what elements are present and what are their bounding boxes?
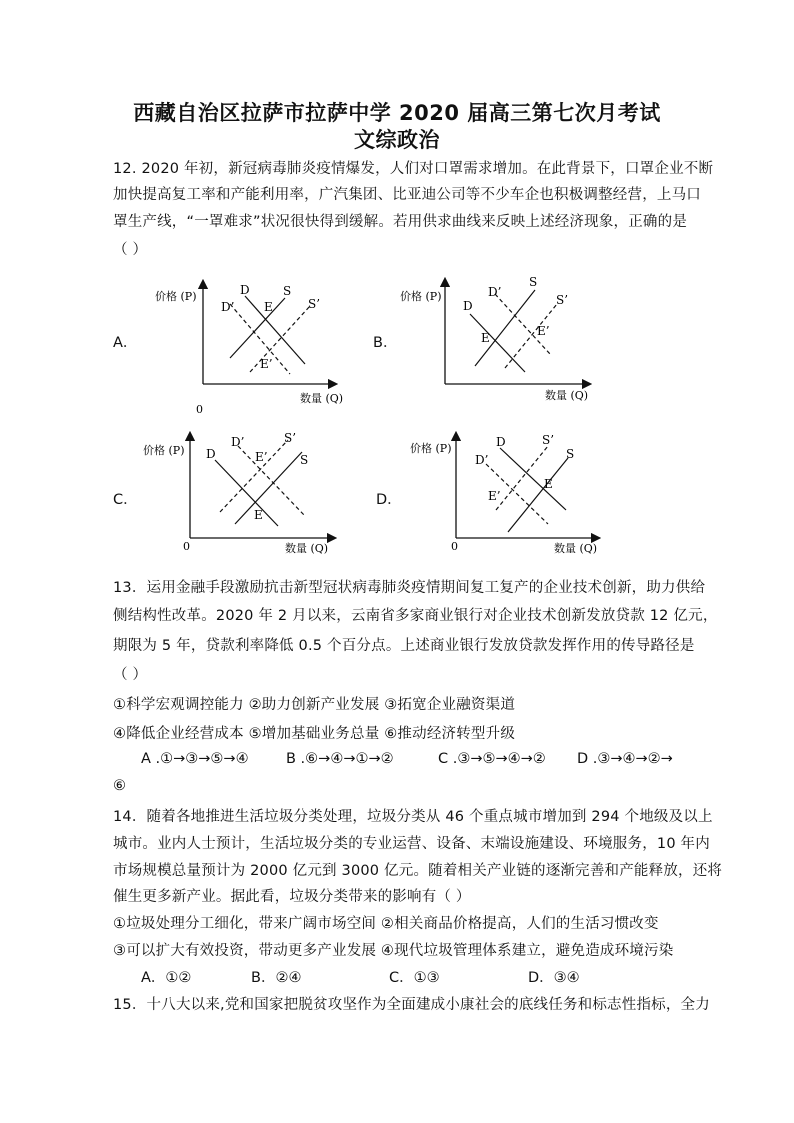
y-axis-label: 价格 (P) <box>410 442 452 455</box>
demand-curve-prime <box>238 446 305 516</box>
q12-option-c-label: C． <box>113 492 138 508</box>
q13-option-a[interactable]: A .①→③→⑤→④ <box>141 751 249 767</box>
q14-option-a[interactable]: A．①② <box>141 970 192 986</box>
chart-b <box>395 272 595 412</box>
label-d: D <box>496 435 506 449</box>
q12-line: 罩生产线，“一罩难求”状况很快得到缓解。若用供求曲线来反映上述经济现象，正确的是 <box>113 214 688 230</box>
label-s-prime: S’ <box>556 293 569 307</box>
q12-line: （ ） <box>113 242 148 258</box>
label-e: E <box>544 477 553 491</box>
q12-line: 12. 2020 年初，新冠病毒肺炎疫情爆发，人们对口罩需求增加。在此背景下，口罩企业不断 <box>113 161 714 177</box>
q13-option-c[interactable]: C .③→⑤→④→② <box>438 751 546 767</box>
q13-option-b[interactable]: B .⑥→④→①→② <box>286 751 394 767</box>
page-title: 西藏自治区拉萨市拉萨中学 2020 届高三第七次月考试 <box>133 101 661 125</box>
label-s-prime: S’ <box>284 431 297 445</box>
demand-curve <box>245 296 305 364</box>
origin-label: 0 <box>451 540 458 553</box>
q12-line: 加快提高复工率和产能利用率，广汽集团、比亚迪公司等不少车企也积极调整经营，上马口 <box>113 187 701 203</box>
label-e-prime: E’ <box>537 324 550 338</box>
q13-option-d[interactable]: D .③→④→②→ <box>577 751 673 767</box>
label-s: S <box>529 275 538 289</box>
label-d-prime: D’ <box>221 300 235 314</box>
label-e-prime: E’ <box>255 450 268 464</box>
demand-curve <box>215 460 278 526</box>
chart-c <box>140 428 340 563</box>
q14-line: 市场规模总量预计为 2000 亿元到 3000 亿元。随着相关产业链的逐渐完善和产能释放，还将 <box>113 863 723 879</box>
x-axis-label: 数量 (Q) <box>300 392 344 405</box>
demand-curve <box>470 314 525 372</box>
supply-curve-prime <box>496 446 548 510</box>
label-e: E <box>254 508 263 522</box>
label-s: S <box>283 284 292 298</box>
label-e-prime: E’ <box>488 489 501 503</box>
q13-choices-line: ①科学宏观调控能力 ②助力创新产业发展 ③拓宽企业融资渠道 <box>113 697 516 713</box>
q13-line: 侧结构性改革。2020 年 2 月以来，云南省多家商业银行对企业技术创新发放贷款 12 亿元， <box>113 608 718 624</box>
x-axis-label: 数量 (Q) <box>285 542 329 555</box>
q14-choices-line: ①垃圾处理分工细化，带来广阔市场空间 ②相关商品价格提高，人们的生活习惯改变 <box>113 916 659 932</box>
supply-curve-prime <box>250 306 310 372</box>
q12-option-a-label: A． <box>113 335 138 351</box>
supply-curve <box>235 452 302 524</box>
x-axis-label: 数量 (Q) <box>545 389 589 402</box>
chart-a <box>145 276 344 416</box>
q12-option-d-label: D． <box>376 492 402 508</box>
y-axis-label: 价格 (P) <box>143 444 185 457</box>
label-s: S <box>566 447 575 461</box>
q13-line: 期限为 5 年，贷款利率降低 0.5 个百分点。上述商业银行发放贷款发挥作用的传导路径是 <box>113 638 695 654</box>
q13-line: （ ） <box>113 667 148 683</box>
label-e: E <box>264 300 273 314</box>
q12-option-b-label: B． <box>373 335 398 351</box>
label-d: D <box>240 283 250 297</box>
label-s: S <box>300 453 309 467</box>
q14-option-c[interactable]: C．①③ <box>389 970 440 986</box>
q13-choices-line: ④降低企业经营成本 ⑤增加基础业务总量 ⑥推动经济转型升级 <box>113 726 516 742</box>
label-e: E <box>481 331 490 345</box>
q13-option-d-wrap: ⑥ <box>113 778 127 794</box>
label-s-prime: S’ <box>308 297 321 311</box>
label-d-prime: D’ <box>488 285 502 299</box>
label-d: D <box>206 447 216 461</box>
q14-option-b[interactable]: B．②④ <box>251 970 302 986</box>
label-d-prime: D’ <box>475 453 489 467</box>
label-d-prime: D’ <box>231 435 245 449</box>
label-d: D <box>463 299 473 313</box>
supply-curve <box>230 298 285 358</box>
origin-label: 0 <box>196 403 203 416</box>
q14-choices-line: ③可以扩大有效投资，带动更多产业发展 ④现代垃圾管理体系建立，避免造成环境污染 <box>113 943 674 959</box>
y-axis-label: 价格 (P) <box>155 290 197 303</box>
q14-line: 14．随着各地推进生活垃圾分类处理，垃圾分类从 46 个重点城市增加到 294 个地级及以上 <box>113 809 713 825</box>
supply-curve <box>508 458 568 532</box>
q14-line: 催生更多新产业。据此看，垃圾分类带来的影响有（ ） <box>113 889 471 905</box>
q14-option-d[interactable]: D．③④ <box>528 970 580 986</box>
label-s-prime: S’ <box>542 433 555 447</box>
chart-d <box>408 428 603 563</box>
label-e-prime: E’ <box>260 357 273 371</box>
page-subtitle: 文综政治 <box>354 128 440 152</box>
q13-line: 13．运用金融手段激励抗击新型冠状病毒肺炎疫情期间复工复产的企业技术创新，助力供给 <box>113 580 706 596</box>
q14-line: 城市。业内人士预计，生活垃圾分类的专业运营、设备、末端设施建设、环境服务，10 年内 <box>113 836 710 852</box>
q15-line: 15．十八大以来,党和国家把脱贫攻坚作为全面建成小康社会的底线任务和标志性指标，全力 <box>113 997 710 1013</box>
x-axis-label: 数量 (Q) <box>554 542 598 555</box>
origin-label: 0 <box>183 540 190 553</box>
y-axis-label: 价格 (P) <box>400 290 442 303</box>
